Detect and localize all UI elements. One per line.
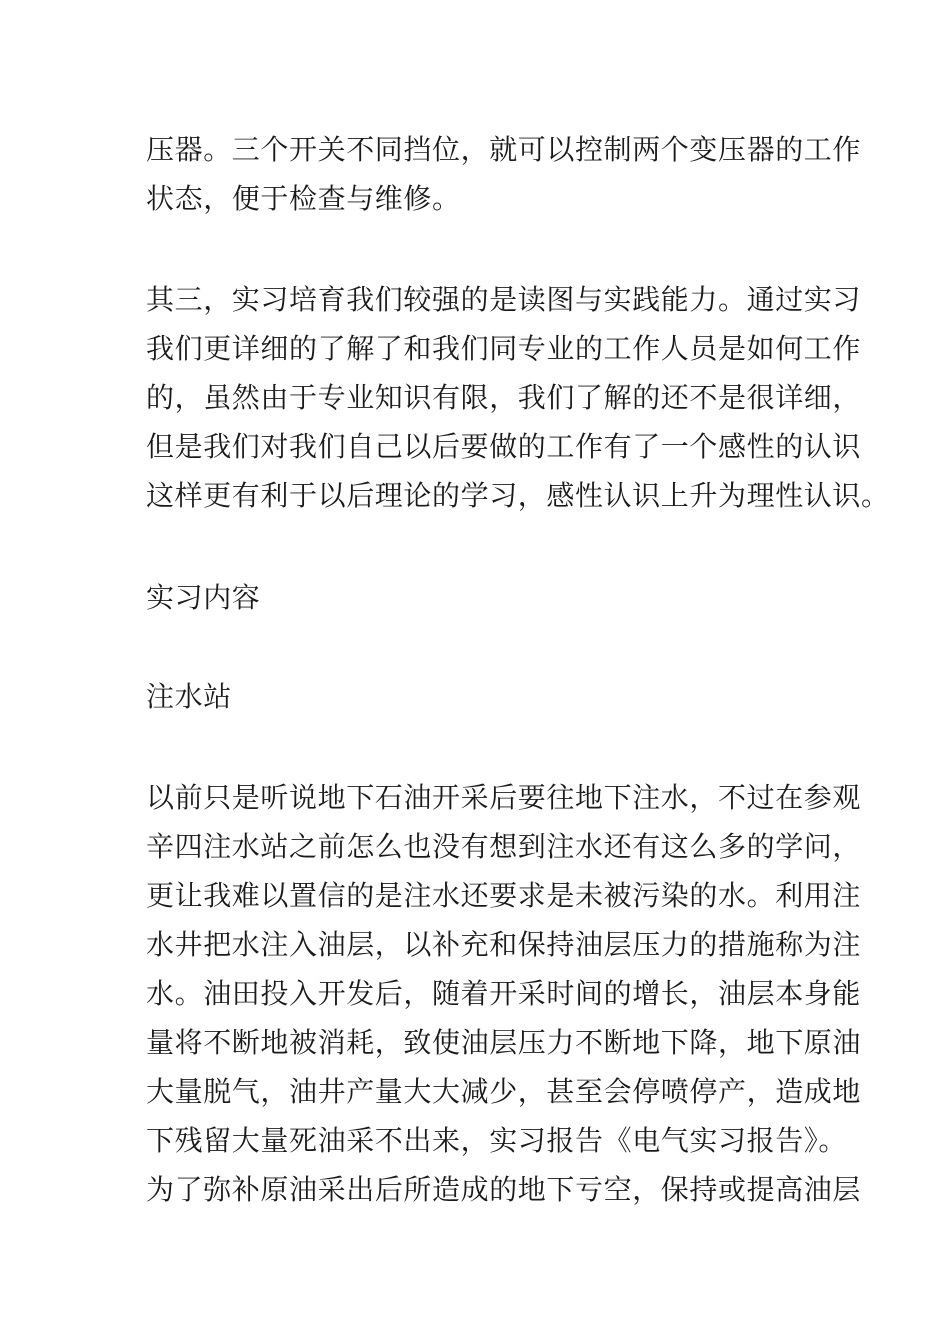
paragraph-2-line-5: 这样更有利于以后理论的学习，感性认识上升为理性认识。	[146, 479, 890, 512]
paragraph-2-line-3: 的，虽然由于专业知识有限，我们了解的还不是很详细，	[146, 381, 862, 414]
paragraph-3-line-4: 水井把水注入油层，以补充和保持油层压力的措施称为注	[146, 928, 862, 961]
paragraph-3-line-2: 辛四注水站之前怎么也没有想到注水还有这么多的学问，	[146, 830, 862, 863]
paragraph-1-line-2: 状态，便于检查与维修。	[146, 182, 461, 215]
paragraph-3-line-5: 水。油田投入开发后，随着开采时间的增长，油层本身能	[146, 977, 862, 1010]
paragraph-2-line-2: 我们更详细的了解了和我们同专业的工作人员是如何工作	[146, 332, 862, 365]
section-heading-practice-content: 实习内容	[146, 581, 261, 614]
paragraph-3-line-6: 量将不断地被消耗，致使油层压力不断地下降，地下原油	[146, 1026, 862, 1059]
paragraph-3-line-3: 更让我难以置信的是注水还要求是未被污染的水。利用注	[146, 879, 862, 912]
paragraph-1-line-1: 压器。三个开关不同挡位，就可以控制两个变压器的工作	[146, 133, 862, 166]
section-heading-water-injection-station: 注水站	[146, 680, 232, 713]
paragraph-3-line-8: 下残留大量死油采不出来，实习报告《电气实习报告》。	[146, 1124, 848, 1157]
paragraph-3-line-9: 为了弥补原油采出后所造成的地下亏空，保持或提高油层	[146, 1173, 862, 1206]
paragraph-3-line-1: 以前只是听说地下石油开采后要往地下注水，不过在参观	[146, 781, 862, 814]
paragraph-3-line-7: 大量脱气，油井产量大大减少，甚至会停喷停产，造成地	[146, 1075, 862, 1108]
paragraph-2-line-1: 其三，实习培育我们较强的是读图与实践能力。通过实习	[146, 283, 862, 316]
paragraph-2-line-4: 但是我们对我们自己以后要做的工作有了一个感性的认识	[146, 430, 862, 463]
